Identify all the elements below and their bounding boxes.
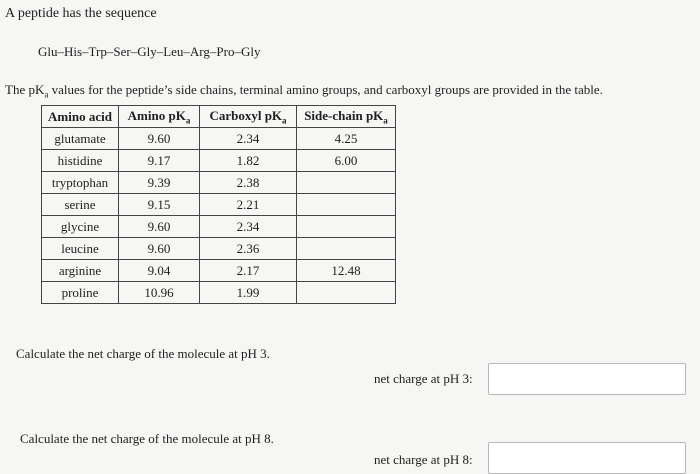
pk-description-before: The pK (5, 82, 45, 97)
cell-side-chain-pk (297, 194, 396, 216)
net-charge-ph8-label: net charge at pH 8: (374, 452, 473, 467)
cell-amino-acid: glutamate (42, 128, 119, 150)
cell-amino-acid: arginine (42, 260, 119, 282)
cell-side-chain-pk: 6.00 (297, 150, 396, 172)
cell-side-chain-pk (297, 238, 396, 260)
cell-carboxyl-pk: 2.17 (200, 260, 297, 282)
cell-amino-acid: leucine (42, 238, 119, 260)
cell-carboxyl-pk: 2.21 (200, 194, 297, 216)
cell-carboxyl-pk: 2.34 (200, 128, 297, 150)
cell-amino-acid: proline (42, 282, 119, 304)
pk-table-body (42, 128, 396, 304)
header-amino-pk-text: Amino pK (127, 107, 186, 123)
cell-side-chain-pk: 12.48 (297, 260, 396, 282)
cell-side-chain-pk (297, 172, 396, 194)
table-row (42, 216, 396, 238)
header-amino-acid: Amino acid (42, 106, 119, 128)
cell-amino-pk: 10.96 (119, 282, 200, 304)
cell-amino-pk: 9.17 (119, 150, 200, 172)
cell-amino-pk: 9.60 (119, 216, 200, 238)
cell-side-chain-pk: 4.25 (297, 128, 396, 150)
header-carboxyl-pk-sub: a (282, 115, 287, 126)
header-carboxyl-pk (200, 106, 297, 128)
table-row (42, 238, 396, 260)
pk-description (5, 82, 603, 100)
header-side-chain-pk (297, 106, 396, 128)
cell-amino-pk: 9.60 (119, 238, 200, 260)
table-row (42, 150, 396, 172)
cell-carboxyl-pk: 1.99 (200, 282, 297, 304)
cell-carboxyl-pk: 2.36 (200, 238, 297, 260)
cell-amino-pk: 9.60 (119, 128, 200, 150)
table-row (42, 172, 396, 194)
table-row (42, 260, 396, 282)
header-carboxyl-pk-text: Carboxyl pK (209, 107, 283, 123)
net-charge-ph8-input[interactable] (488, 442, 686, 474)
problem-intro: A peptide has the sequence (5, 6, 157, 21)
cell-amino-acid: glycine (42, 216, 119, 238)
cell-amino-pk: 9.15 (119, 194, 200, 216)
header-side-chain-pk-sub: a (383, 115, 388, 126)
cell-side-chain-pk (297, 216, 396, 238)
header-side-chain-pk-text: Side-chain pK (304, 107, 384, 123)
table-row (42, 282, 396, 304)
cell-amino-pk: 9.04 (119, 260, 200, 282)
cell-carboxyl-pk: 2.34 (200, 216, 297, 238)
peptide-sequence: Glu–His–Trp–Ser–Gly–Leu–Arg–Pro–Gly (38, 44, 261, 59)
header-amino-pk-sub: a (185, 115, 191, 126)
table-row (42, 194, 396, 216)
cell-carboxyl-pk: 2.38 (200, 172, 297, 194)
table-row (42, 128, 396, 150)
pk-description-sub: a (44, 89, 49, 100)
question-ph8: Calculate the net charge of the molecule at pH 8. (20, 431, 274, 446)
pk-table (41, 105, 396, 304)
header-amino-pk (119, 106, 200, 128)
cell-amino-acid: serine (42, 194, 119, 216)
cell-amino-acid: histidine (42, 150, 119, 172)
cell-amino-acid: tryptophan (42, 172, 119, 194)
net-charge-ph3-label: net charge at pH 3: (374, 371, 473, 386)
cell-side-chain-pk (297, 282, 396, 304)
table-header-row (42, 106, 396, 128)
cell-carboxyl-pk: 1.82 (200, 150, 297, 172)
pk-description-after: values for the peptide’s side chains, terminal amino groups, and carboxyl groups are provided in the table. (48, 82, 603, 97)
net-charge-ph3-input[interactable] (488, 363, 686, 395)
question-ph3: Calculate the net charge of the molecule at pH 3. (16, 346, 270, 361)
cell-amino-pk: 9.39 (119, 172, 200, 194)
